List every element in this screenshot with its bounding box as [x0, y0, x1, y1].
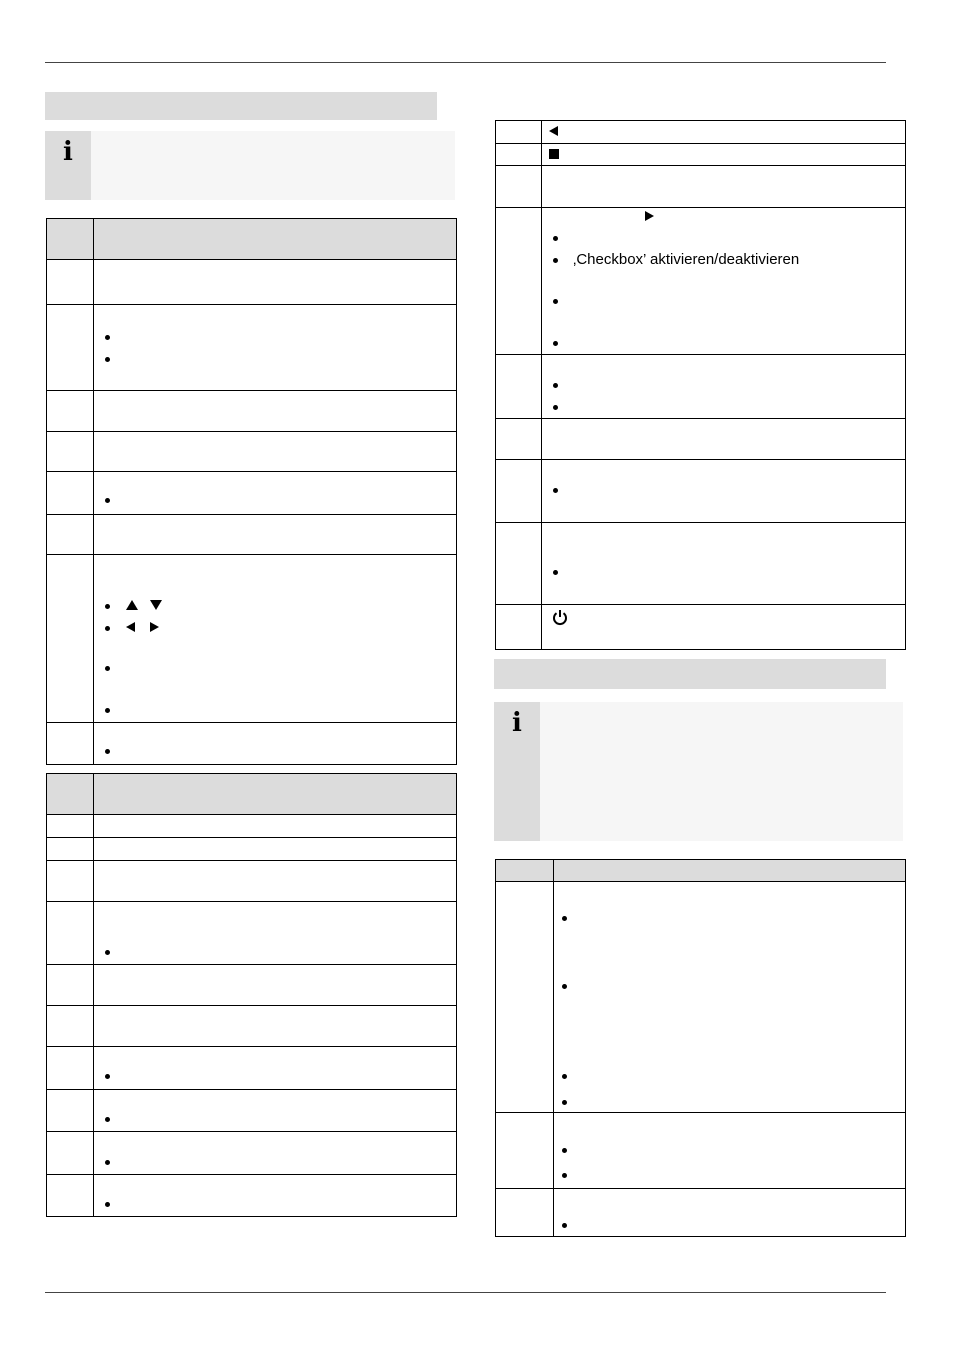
bullet [562, 1223, 567, 1228]
bullet [553, 258, 558, 263]
table-row [496, 355, 906, 419]
table-row [47, 902, 457, 965]
table-row [47, 1175, 457, 1217]
table-row [47, 838, 457, 861]
table-row [47, 391, 457, 432]
bullet [105, 498, 110, 503]
arrow-left-icon [549, 126, 558, 136]
bullet [553, 383, 558, 388]
bullet [562, 1148, 567, 1153]
arrow-right-icon [645, 211, 654, 221]
bullet [562, 1100, 567, 1105]
bullet [553, 341, 558, 346]
bullet [105, 666, 110, 671]
bullet [105, 357, 110, 362]
table-row [496, 1113, 906, 1189]
arrow-left-icon [126, 622, 135, 632]
bullet [105, 950, 110, 955]
bullet [553, 299, 558, 304]
bullet [553, 236, 558, 241]
bullet [562, 984, 567, 989]
table-header-row [47, 219, 457, 260]
table-row [496, 605, 906, 650]
table-row [496, 523, 906, 605]
table-row [47, 305, 457, 391]
top-rule [45, 62, 886, 63]
table-row [47, 432, 457, 472]
bullet [553, 488, 558, 493]
left-table-1 [46, 218, 457, 765]
bullet [105, 708, 110, 713]
table-row [496, 1189, 906, 1237]
bullet [105, 1074, 110, 1079]
table-row [496, 419, 906, 460]
info-box-left [45, 131, 455, 200]
section-heading-bar-right [494, 659, 886, 689]
table-row [496, 882, 906, 1113]
bullet [562, 1173, 567, 1178]
bullet [105, 1117, 110, 1122]
info-icon: i [512, 708, 522, 738]
table-row [47, 1006, 457, 1047]
table-row [47, 1132, 457, 1175]
power-icon [552, 609, 568, 626]
bullet [105, 335, 110, 340]
info-icon: i [63, 137, 73, 167]
table-row [47, 555, 457, 723]
table-row [47, 861, 457, 902]
info-box-right [494, 702, 903, 841]
right-table-1 [495, 120, 906, 650]
table-row [496, 166, 906, 208]
table-row [496, 460, 906, 523]
table-row [496, 144, 906, 166]
table-row [47, 723, 457, 765]
arrow-right-icon [150, 622, 159, 632]
bullet [553, 405, 558, 410]
bullet [105, 1202, 110, 1207]
table-row [496, 121, 906, 144]
table-row [47, 472, 457, 515]
table-row [47, 260, 457, 305]
left-table-2 [46, 773, 457, 1217]
table-row [47, 965, 457, 1006]
bullet [553, 570, 558, 575]
table-row [47, 1047, 457, 1090]
section-heading-bar-left [45, 92, 437, 120]
bottom-rule [45, 1292, 886, 1293]
bullet [105, 626, 110, 631]
right-table-2 [495, 859, 906, 1237]
bullet [105, 604, 110, 609]
arrow-down-icon [150, 600, 162, 610]
table-header-row [47, 774, 457, 815]
table-row [47, 515, 457, 555]
bullet [105, 1160, 110, 1165]
checkbox-instruction-text: ‚Checkbox’ aktivieren/deaktivieren [573, 251, 800, 268]
bullet [562, 1074, 567, 1079]
table-header-row [496, 860, 906, 882]
table-row [47, 815, 457, 838]
stop-icon [549, 149, 559, 159]
bullet [105, 749, 110, 754]
bullet [562, 916, 567, 921]
arrow-up-icon [126, 600, 138, 610]
table-row [496, 208, 906, 355]
table-row [47, 1090, 457, 1132]
